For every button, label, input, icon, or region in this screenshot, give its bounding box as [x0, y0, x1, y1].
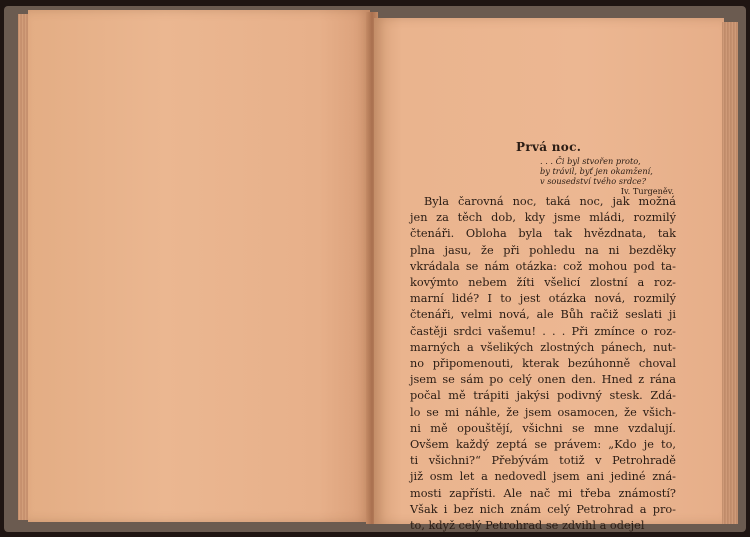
text-line: marní lidé? I to jest otázka nová, rozmilý: [410, 292, 676, 306]
right-page-edges: [722, 22, 738, 524]
epigraph-author: Iv. Turgeněv.: [620, 186, 674, 196]
text-line: již osm let a nedovedl jsem ani jediné zná-: [410, 470, 676, 484]
text-line: jsem se sám po celý onen den. Hned z rána: [410, 373, 676, 387]
text-line: častěji srdci vašemu! . . . Při zmínce o roz-: [410, 324, 676, 338]
text-line: počal mě trápiti jakýsi podivný stesk. Zdá-: [410, 389, 676, 403]
epigraph: [540, 156, 678, 196]
text-line: vkrádala se nám otázka: což mohou pod ta-: [410, 259, 676, 273]
text-line: to, když celý Petrohrad se zdvihl a odejel: [410, 519, 645, 533]
text-line: Ovšem každý zeptá se právem: „Kdo je to,: [410, 438, 676, 452]
text-line: no připomenouti, kterak bezúhonně choval: [410, 357, 676, 371]
left-page-blank: [28, 10, 370, 522]
text-line: ti všichni?“ Přebývám totiž v Petrohradě: [410, 454, 676, 468]
text-line: Však i bez nich znám celý Petrohrad a pro-: [410, 502, 676, 516]
text-line: marných a všelikých zlostných pánech, nut-: [410, 340, 676, 354]
chapter-title: Prvá noc.: [516, 140, 582, 154]
epigraph-line: . . . Či byl stvořen proto,: [540, 156, 641, 166]
epigraph-line: v sousedství tvého srdce?: [540, 176, 647, 186]
text-line: kovýmto nebem žíti všelicí zlostní a roz-: [410, 276, 676, 290]
text-line: čtenáři. Obloha byla tak hvězdnata, tak: [410, 227, 676, 241]
text-line: čtenáři, velmi nová, ale Bůh račiž seslati ji: [410, 308, 676, 322]
text-line: lo se mi náhle, že jsem osamocen, že všich-: [410, 405, 676, 419]
text-line: Byla čarovná noc, taká noc, jak možná: [424, 195, 676, 208]
body-text: [410, 194, 676, 534]
text-line: jen za těch dob, kdy jsme mládi, rozmilý: [410, 211, 676, 225]
epigraph-line: by trávil, byť jen okamžení,: [540, 166, 653, 176]
text-line: plna jasu, že při pohledu na ni bezděky: [410, 243, 676, 257]
text-line: mosti zapřísti. Ale nač mi třeba známostí?: [410, 486, 676, 500]
text-line: ni mě opouštějí, všichni se mne vzdalují.: [410, 421, 676, 435]
